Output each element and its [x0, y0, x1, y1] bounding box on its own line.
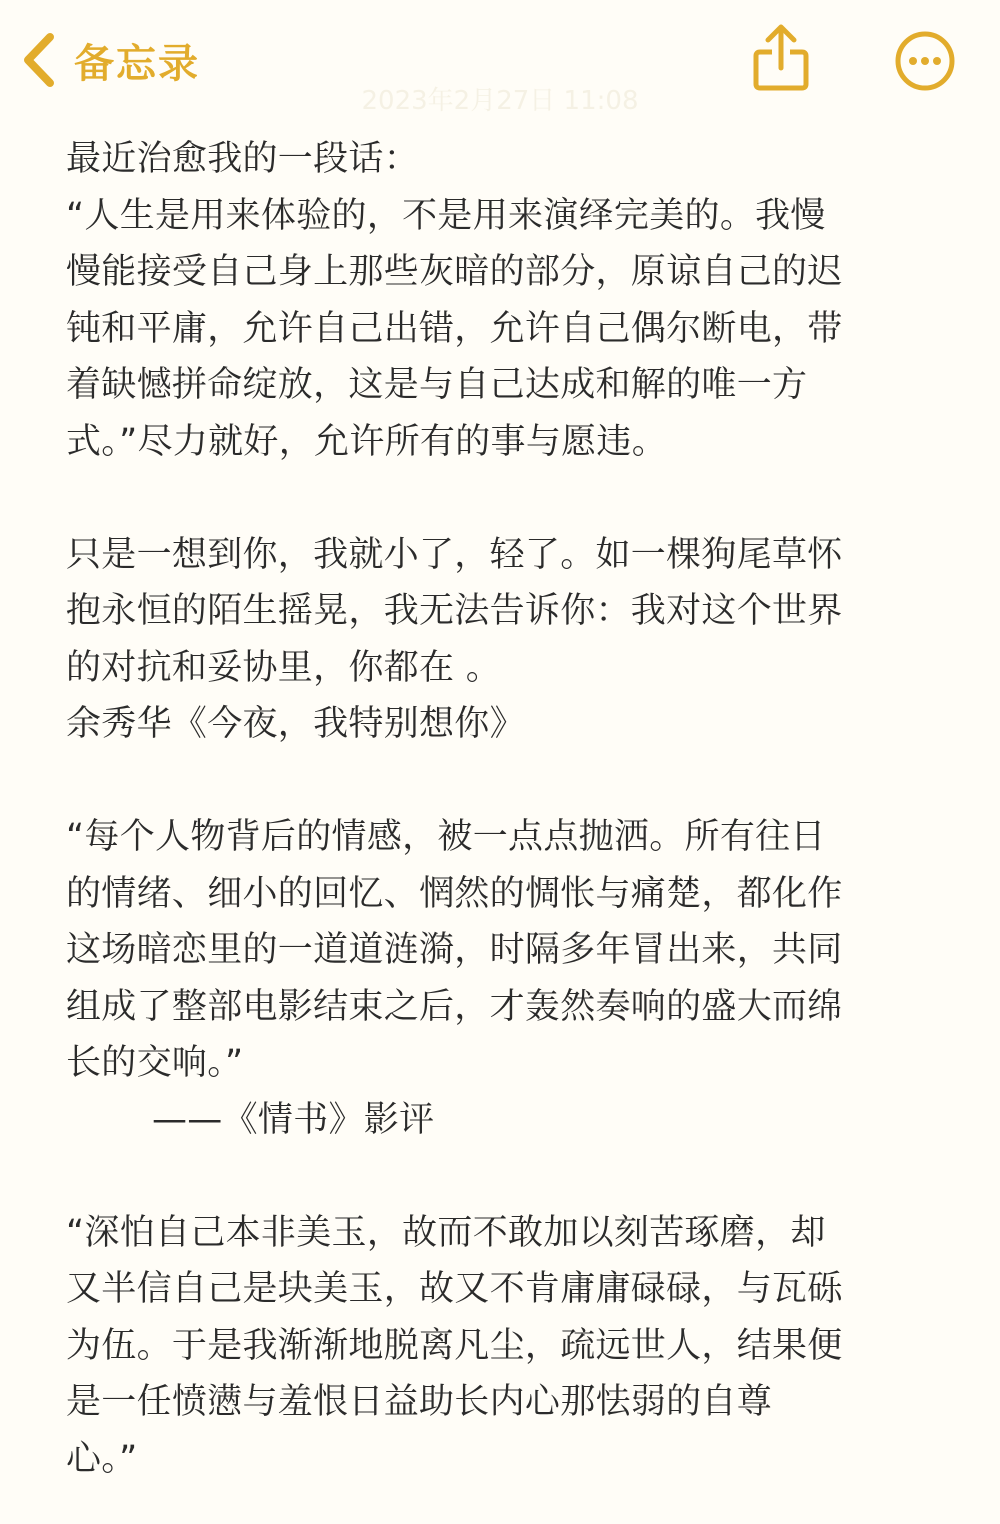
note-line: 式。”尽力就好，允许所有的事与愿违。 — [66, 421, 668, 462]
note-line: 慢能接受自己身上那些灰暗的部分，原谅自己的迟 — [66, 252, 843, 292]
note-line: 是一任愤懑与羞恨日益助长内心那怯弱的自尊 — [66, 1382, 773, 1422]
note-line: “人生是用来体验的，不是用来演绎完美的。我慢 — [66, 195, 826, 236]
note-line: 长的交响。” — [66, 1043, 244, 1083]
back-label: 备忘录 — [74, 40, 200, 87]
note-line: “每个人物背后的情感，被一点点抛洒。所有往日 — [66, 817, 826, 857]
note-line: 这场暗恋里的一道道涟漪，时隔多年冒出来，共同 — [66, 930, 843, 970]
note-line: 余秀华《今夜，我特别想你》 — [66, 704, 525, 744]
note-line: “深怕自己本非美玉，故而不敢加以刻苦琢磨，却 — [66, 1212, 826, 1253]
note-line: 组成了整部电影结束之后，才轰然奏响的盛大而绵 — [66, 986, 843, 1027]
note-line: 着缺憾拼命绽放，这是与自己达成和解的唯一方 — [66, 365, 808, 405]
note-line: 只是一想到你，我就小了，轻了。如一棵狗尾草怀 — [66, 534, 843, 575]
note-body[interactable] — [66, 131, 932, 1487]
note-line: 的情绪、细小的回忆、惘然的惆怅与痛楚，都化作 — [66, 873, 843, 914]
note-line: 心。” — [66, 1438, 138, 1479]
blank-line — [66, 1148, 932, 1205]
note-line: 钝和平庸，允许自己出错，允许自己偶尔断电，带 — [66, 308, 843, 349]
note-line: 又半信自己是块美玉，故又不肯庸庸碌碌，与瓦砾 — [66, 1269, 843, 1309]
note-line: 的对抗和妥协里，你都在 。 — [66, 647, 502, 688]
note-line-attribution: ——《情书》影评 — [152, 1099, 435, 1140]
note-line: 最近治愈我的一段话： — [66, 139, 420, 179]
note-timestamp: 2023年2月27日 11:08 — [361, 86, 639, 116]
blank-line — [66, 470, 932, 527]
note-line: 抱永恒的陌生摇晃，我无法告诉你：我对这个世界 — [66, 591, 843, 631]
note-line: 为伍。于是我渐渐地脱离凡尘，疏远世人，结果便 — [66, 1325, 843, 1366]
blank-line — [66, 753, 932, 810]
